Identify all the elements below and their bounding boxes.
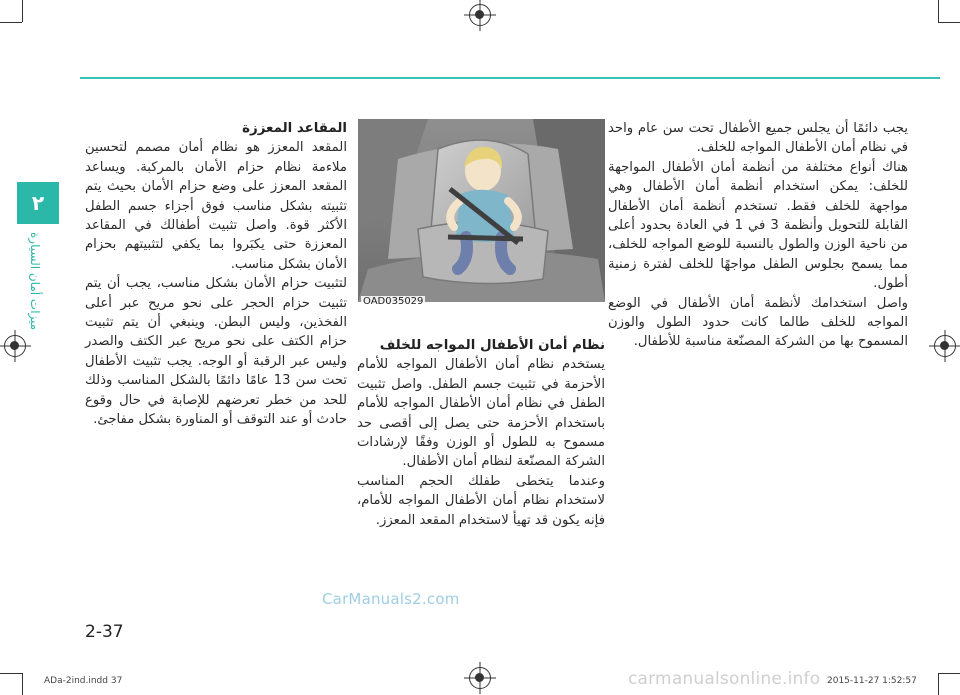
right-text-column — [608, 119, 908, 352]
crop-mark — [22, 673, 23, 695]
registration-mark-icon — [934, 335, 956, 357]
left-text-column — [85, 119, 347, 430]
watermark: CarManuals2.com — [322, 590, 460, 608]
crop-mark — [938, 673, 939, 695]
crop-mark — [938, 673, 960, 674]
paragraph: يجب دائمًا أن يجلس جميع الأطفال تحت سن عام واحد في نظام أمان الأطفال المواجه للخلف. — [608, 121, 908, 156]
middle-text-column — [357, 336, 605, 530]
paragraph: المقعد المعزز هو نظام أمان مصمم لتحسين ملاءمة نظام حزام الأمان بالمركبة. ويساعد المقعد المعزز على وضع حزام الأمان بحيث يتم تثبيته بشكل مناسب فوق أجزاء جسم الطفل الأكثر قوة. واصل تثبيت أطفالك في المقاعد المعززة حتى يكبَروا بما يكفي لتثبيتهم بحزام الأمان بشكل مناسب. — [85, 140, 347, 272]
child-booster-seat-illustration — [358, 119, 605, 302]
registration-mark-icon — [469, 4, 491, 26]
section-heading: نظام أمان الأطفال المواجه للخلف — [379, 338, 605, 353]
footer-file-info: ADa-2ind.indd 37 — [44, 676, 123, 686]
crop-mark — [0, 673, 22, 674]
crop-mark — [22, 0, 23, 22]
car-seat-child-icon — [358, 119, 605, 302]
registration-mark-icon — [469, 667, 491, 689]
page-number: 2-37 — [85, 622, 124, 642]
header-rule — [80, 77, 940, 79]
crop-mark — [938, 0, 939, 22]
paragraph: واصل استخدامك لأنظمة أمان الأطفال في الوضع المواجه للخلف طالما كانت حدود الطول والوزن المسموح بها من الشركة المصنّعة مناسبة للأطفال. — [608, 295, 908, 350]
chapter-title: ميزات أمان السيارة — [28, 232, 42, 331]
paragraph: هناك أنواع مختلفة من أنظمة أمان الأطفال المواجهة للخلف: يمكن استخدام أنظمة أمان الأطفال وهي مواجهة للخلف فقط. تستخدم أنظمة أمان الأطفال القابلة للتحويل وأنظمة 3 في 1 في العادة بحدود أعلى من ناحية الوزن والطول بالنسبة للوضع المواجه للخلف، مما يسمح بجلوس الطفل مواجهًا للخلف لفترة زمنية أطول. — [608, 159, 908, 292]
paragraph: يستخدم نظام أمان الأطفال المواجه للأمام الأحزمة في تثبيت جسم الطفل. واصل تثبيت الطفل في نظام أمان الأطفال المواجه للأمام باستخدام الأحزمة حتى يصل إلى أقصى حد مسموح به للطول أو الوزن وفقًا لإرشادات الشركة المصنّعة لنظام أمان الأطفال. — [357, 357, 605, 470]
footer-site-watermark: carmanualsonline.info — [628, 669, 821, 689]
section-heading: المقاعد المعززة — [242, 121, 347, 136]
chapter-number-tab: ٢ — [17, 182, 59, 224]
paragraph: وعندما يتخطى طفلك الحجم المناسب لاستخدام نظام أمان الأطفال المواجه للأمام، فإنه يكون قد تهيأ لاستخدام المقعد المعزز. — [357, 473, 605, 528]
footer-timestamp: 2015-11-27 1:52:57 — [827, 676, 917, 686]
crop-mark — [0, 22, 22, 23]
paragraph: لتثبيت حزام الأمان بشكل مناسب، يجب أن يتم تثبيت حزام الحجر على نحو مريح عبر أعلى الفخذين، وليس البطن. وينبغي أن يتم تثبيت حزام الكتف على نحو مريح عبر الكتف والصدر وليس عبر الرقبة أو الوجه. يجب تثبيت الأطفال تحت سن 13 عامًا دائمًا بالشكل المناسب وذلك للحد من خطر تعرضهم للإصابة في حال وقوع حادث أو عند التوقف أو المناورة بشكل مفاجئ. — [85, 276, 347, 428]
registration-mark-icon — [4, 335, 26, 357]
illustration-code: OAD035029 — [363, 296, 424, 307]
crop-mark — [938, 22, 960, 23]
